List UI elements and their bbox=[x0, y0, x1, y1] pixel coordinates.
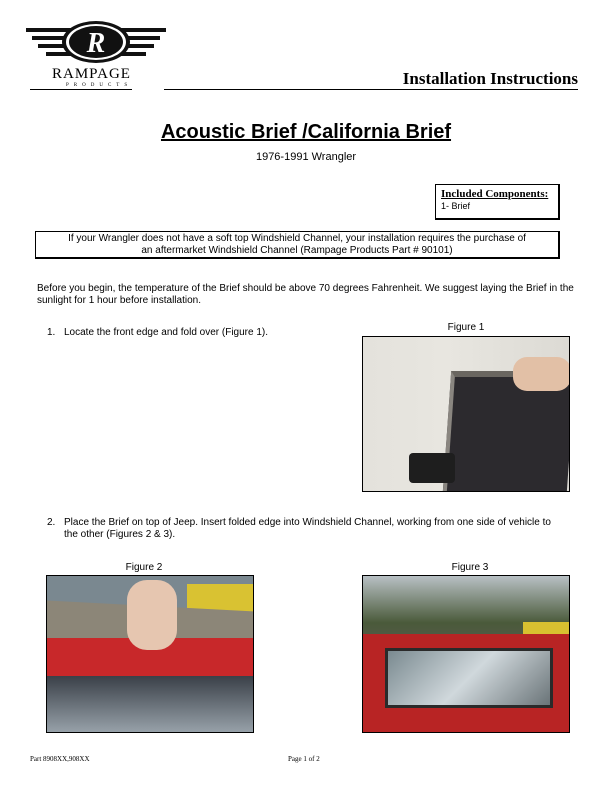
figure-2-photo bbox=[46, 575, 254, 733]
header-title: Installation Instructions bbox=[402, 69, 578, 88]
intro-paragraph: Before you begin, the temperature of the Brief should be above 70 degrees Fahrenheit. We suggest laying the Brief in the sunlight for 1 hour before installation. bbox=[37, 283, 574, 306]
header-rule-left bbox=[30, 89, 132, 90]
logo-letter: R bbox=[86, 28, 106, 59]
notice-line-1: If your Wrangler does not have a soft top Windshield Channel, your installation requires the purchase of bbox=[68, 233, 526, 244]
component-item: 1- Brief bbox=[441, 201, 471, 211]
figure-3-photo bbox=[362, 575, 570, 733]
step-text: Locate the front edge and fold over (Figure 1). bbox=[64, 327, 269, 338]
figure-caption: Figure 1 bbox=[447, 322, 485, 333]
logo-name: RAMPAGE bbox=[52, 66, 131, 82]
step-number: 2. bbox=[47, 517, 56, 528]
step-text: Place the Brief on top of Jeep. Insert folded edge into Windshield Channel, working from one side of vehicle to the other (Figures 2 & 3). bbox=[64, 517, 551, 540]
figure-1-photo bbox=[362, 336, 570, 492]
footer-part-number: Part 8908XX,908XX bbox=[30, 755, 90, 763]
header-rule-right bbox=[164, 89, 578, 90]
figure-caption: Figure 2 bbox=[125, 562, 163, 573]
step-number: 1. bbox=[47, 327, 56, 338]
notice-box bbox=[35, 231, 560, 259]
rampage-logo bbox=[26, 20, 166, 66]
footer-page-number: Page 1 of 2 bbox=[288, 755, 320, 763]
notice-line-2: an aftermarket Windshield Channel (Rampage Products Part # 90101) bbox=[141, 245, 453, 256]
components-heading: Included Components: bbox=[441, 188, 549, 200]
logo-subtitle: PRODUCTS bbox=[66, 83, 133, 88]
included-components-box bbox=[435, 184, 560, 220]
document-title: Acoustic Brief /California Brief bbox=[160, 121, 452, 143]
document-subtitle: 1976-1991 Wrangler bbox=[255, 151, 357, 163]
figure-caption: Figure 3 bbox=[451, 562, 489, 573]
